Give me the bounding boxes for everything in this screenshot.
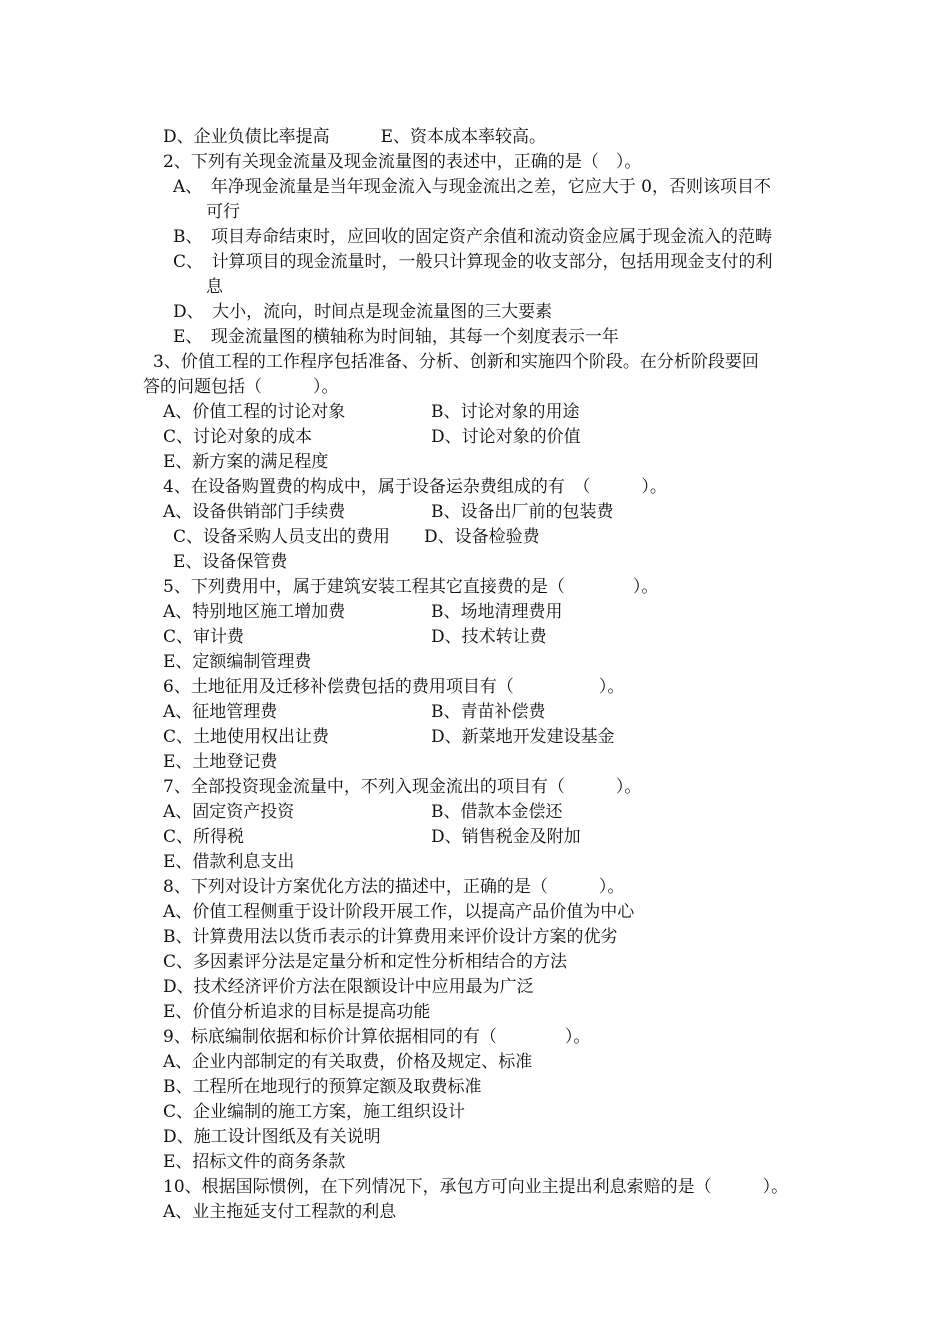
option-line: A、固定资产投资: [163, 802, 295, 822]
question-stem: 5、下列费用中，属于建筑安装工程其它直接费的是（ ）。: [163, 577, 659, 597]
question-stem: 6、土地征用及迁移补偿费包括的费用项目有（ ）。: [163, 677, 625, 697]
option-line: A、业主拖延支付工程款的利息: [163, 1202, 397, 1222]
option-line: B、计算费用法以货币表示的计算费用来评价设计方案的优劣: [163, 927, 618, 947]
question-stem: 10、根据国际惯例，在下列情况下，承包方可向业主提出利息索赔的是（ ）。: [163, 1177, 789, 1197]
option-line: E、 现金流量图的横轴称为时间轴，其每一个刻度表示一年: [173, 327, 619, 347]
option-line: D、 大小，流向，时间点是现金流量图的三大要素: [173, 302, 553, 322]
question-stem: 4、在设备购置费的构成中，属于设备运杂费组成的有 （ ）。: [163, 477, 667, 497]
option-line: C、多因素评分法是定量分析和定性分析相结合的方法: [163, 952, 568, 972]
option-line: D、施工设计图纸及有关说明: [163, 1127, 381, 1147]
question-stem: 8、下列对设计方案优化方法的描述中，正确的是（ ）。: [163, 877, 625, 897]
option-line: A、特别地区施工增加费: [163, 602, 346, 622]
question-stem: 3、价值工程的工作程序包括准备、分析、创新和实施四个阶段。在分析阶段要回: [153, 352, 759, 372]
option-line: D、销售税金及附加: [431, 827, 581, 847]
option-line: C、讨论对象的成本: [163, 427, 313, 447]
option-line: D、技术经济评价方法在限额设计中应用最为广泛: [163, 977, 534, 997]
option-line: B、讨论对象的用途: [431, 402, 580, 422]
option-line: A、企业内部制定的有关取费，价格及规定、标准: [163, 1052, 533, 1072]
option-line: A、价值工程侧重于设计阶段开展工作，以提高产品价值为中心: [163, 902, 635, 922]
option-line: B、设备出厂前的包装费: [431, 502, 614, 522]
option-line: B、 项目寿命结束时，应回收的固定资产余值和流动资金应属于现金流入的范畴: [173, 227, 772, 247]
option-line: A、 年净现金流量是当年现金流入与现金流出之差，它应大于 0，否则该项目不: [173, 177, 771, 197]
text-line: 息: [206, 277, 223, 297]
option-line: C、土地使用权出让费: [163, 727, 330, 747]
question-stem: 7、全部投资现金流量中，不列入现金流出的项目有（ ）。: [163, 777, 642, 797]
option-line: E、土地登记费: [163, 752, 278, 772]
option-line: B、场地清理费用: [431, 602, 563, 622]
option-line: C、 计算项目的现金流量时，一般只计算现金的收支部分，包括用现金支付的利: [173, 252, 773, 272]
question-stem: 2、下列有关现金流量及现金流量图的表述中，正确的是（ ）。: [163, 152, 642, 172]
option-line: B、青苗补偿费: [431, 702, 546, 722]
option-line: E、借款利息支出: [163, 852, 295, 872]
option-line: D、新菜地开发建设基金: [431, 727, 615, 747]
option-line: C、审计费: [163, 627, 245, 647]
option-line: B、工程所在地现行的预算定额及取费标准: [163, 1077, 482, 1097]
option-line: E、新方案的满足程度: [163, 452, 329, 472]
option-line: B、借款本金偿还: [431, 802, 563, 822]
option-line: D、技术转让费: [431, 627, 547, 647]
option-line: E、设备保管费: [173, 552, 288, 572]
option-line: A、价值工程的讨论对象: [163, 402, 346, 422]
option-line: C、设备采购人员支出的费用 D、设备检验费: [173, 527, 540, 547]
option-line: E、招标文件的商务条款: [163, 1152, 346, 1172]
text-line: D、企业负债比率提高 E、资本成本率较高。: [163, 127, 547, 147]
option-line: E、价值分析追求的目标是提高功能: [163, 1002, 431, 1022]
option-line: D、讨论对象的价值: [431, 427, 581, 447]
option-line: A、征地管理费: [163, 702, 278, 722]
text-line: 可行: [206, 202, 240, 222]
option-line: C、企业编制的施工方案，施工组织设计: [163, 1102, 466, 1122]
option-line: A、设备供销部门手续费: [163, 502, 346, 522]
option-line: C、所得税: [163, 827, 245, 847]
option-line: E、定额编制管理费: [163, 652, 312, 672]
question-stem: 9、标底编制依据和标价计算依据相同的有（ ）。: [163, 1027, 591, 1047]
text-line: 答的问题包括（ ）。: [143, 377, 339, 397]
